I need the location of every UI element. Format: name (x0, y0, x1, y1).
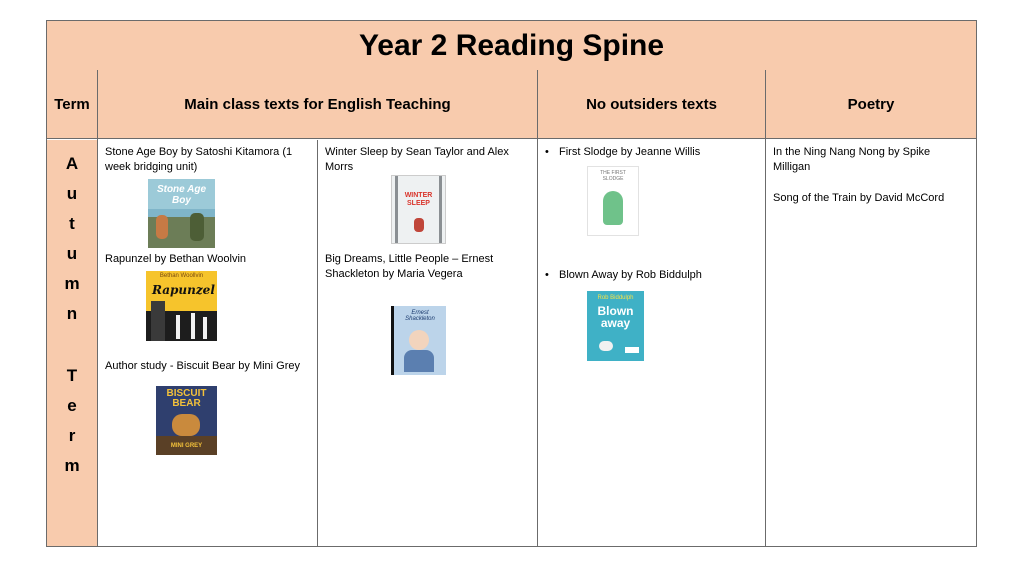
book-title: Rapunzel by Bethan Woolvin (105, 253, 247, 265)
term-letter: u (66, 244, 78, 263)
book-cover-winter-sleep (391, 175, 446, 244)
term-letter: t (69, 214, 75, 233)
book-title: Blown Away by Rob Biddulph (559, 269, 702, 281)
bullet: • (545, 146, 549, 158)
poem-title: In the Ning Nang Nong by Spike Milligan (773, 146, 931, 173)
cover-title: Blown away (597, 304, 634, 330)
divider (97, 70, 98, 546)
cover-title: Ernest Shackleton (405, 310, 435, 322)
book-title: First Slodge by Jeanne Willis (559, 146, 701, 158)
cover-author: Rob Biddulph (597, 295, 634, 301)
book-title: Stone Age Boy by Satoshi Kitamora (1 week bridging unit) (105, 146, 293, 173)
term-letter: n (66, 304, 78, 323)
divider (765, 70, 766, 546)
term-letter: A (65, 154, 79, 173)
term-letter: e (67, 396, 77, 415)
term-letter: u (66, 184, 78, 203)
poem-title: Song of the Train by David McCord (773, 192, 945, 204)
book-cover-stone-age-boy (148, 179, 215, 248)
term-letter: T (66, 366, 78, 385)
book-title: Author study - Biscuit Bear by Mini Grey (105, 360, 301, 372)
book-cover-blown-away (587, 291, 644, 361)
divider (537, 70, 538, 546)
cover-author: Bethan Woollvin (159, 273, 204, 279)
cover-title: WINTER SLEEP (404, 192, 433, 207)
book-cover-biscuit-bear (156, 386, 217, 455)
list-item (545, 145, 760, 160)
reading-spine-table (46, 20, 977, 547)
term-letter: m (64, 456, 80, 475)
book-cover-first-slodge (587, 166, 639, 236)
book-cover-ernest-shackleton (391, 306, 446, 375)
cover-author: MINI GREY (170, 443, 203, 449)
book-cover-rapunzel (146, 271, 217, 341)
term-letter: m (64, 274, 80, 293)
divider (317, 140, 318, 546)
book-title: Winter Sleep by Sean Taylor and Alex Morrs (325, 146, 509, 173)
header-no-outsiders: No outsiders texts (538, 70, 765, 139)
header-poetry: Poetry (766, 70, 976, 139)
table-title: Year 2 Reading Spine (47, 21, 976, 71)
term-letter: r (68, 426, 76, 445)
header-term: Term (47, 70, 97, 139)
list-item (545, 268, 760, 283)
term-cell (47, 140, 97, 546)
cover-title: Rapunzel (152, 283, 215, 297)
cover-title: Stone Age Boy (156, 184, 207, 206)
cover-title: THE FIRST SLODGE (600, 170, 626, 182)
header-main-texts: Main class texts for English Teaching (98, 70, 537, 139)
book-title: Big Dreams, Little People – Ernest Shackleton by Maria Vegera (325, 253, 494, 280)
cover-title: BISCUIT BEAR (166, 388, 207, 409)
bullet: • (545, 269, 549, 281)
